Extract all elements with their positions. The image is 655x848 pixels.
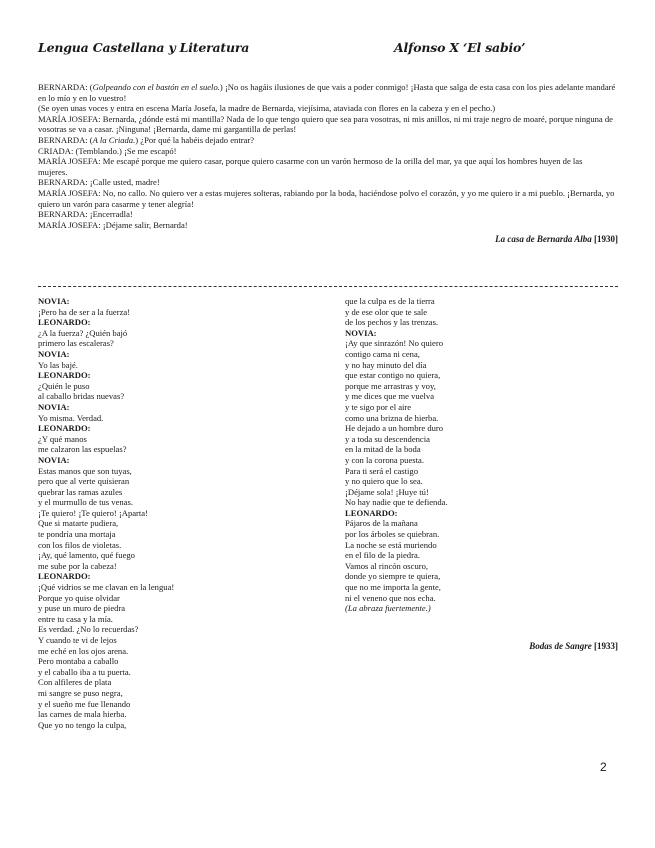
dialogue-text: BERNARDA: ( xyxy=(38,82,93,92)
speaker-name: NOVIA: xyxy=(38,348,70,359)
verse-line: ¡Déjame sola! ¡Huye tú! xyxy=(345,486,429,497)
verse-line: al caballo bridas nuevas? xyxy=(38,391,125,402)
verse-line: y el sueño me fue llenando xyxy=(38,698,131,709)
verse-line: ¡Pero ha de ser a la fuerza! xyxy=(38,306,131,317)
speaker-name: LEONARDO: xyxy=(38,571,91,582)
verse-line: porque me arrastras y voy, xyxy=(345,380,436,391)
source-year: [1930] xyxy=(594,234,618,245)
verse-line: y no quiero que lo sea. xyxy=(345,476,423,487)
dialogue-paragraph xyxy=(38,156,618,167)
verse-line: Porque yo quise olvidar xyxy=(38,592,120,603)
dialogue-text: MARÍA JOSEFA: ¡Déjame salir, Bernarda! xyxy=(38,219,188,230)
section-divider xyxy=(38,286,618,287)
verse-line: entre tu casa y la mía. xyxy=(38,613,113,624)
verse-line: Que si matarte pudiera, xyxy=(38,518,119,529)
verse-line: ¡Ay que sinrazón! No quiero xyxy=(345,338,444,349)
header-school: Alfonso X ‘El sabio’ xyxy=(394,40,526,55)
verse-line: Pájaros de la mañana xyxy=(345,518,418,529)
dialogue-text: BERNARDA: ( xyxy=(38,134,93,145)
page-number: 2 xyxy=(600,760,607,774)
speaker-name: LEONARDO: xyxy=(38,317,91,328)
dialogue-text: CRIADA: (Temblando.) ¡Se me escapó! xyxy=(38,145,177,156)
verse-line: Con alfileres de plata xyxy=(38,677,112,688)
verse-line: mi sangre se puso negra, xyxy=(38,687,123,698)
dialogue-text: ) ¡No os hagáis ilusiones de que vais a poder conmigo! ¡Hasta que salga de esta casa con los pies adelante mandaré en lo mío y en lo vuestro! xyxy=(38,82,616,103)
dialogue-paragraph xyxy=(38,209,618,220)
dialogue-paragraph xyxy=(38,103,618,114)
verse-line: que estar contigo no quiera, xyxy=(345,370,441,381)
verse-line: y puse un muro de piedra xyxy=(38,603,126,614)
dialogue-text: MARÍA JOSEFA: No, no callo. No quiero ver a estas mujeres solteras, rabiando por la boda, haciéndose polvo el corazón, y yo me quiero ir a mi pueblo. ¡Bernarda, yo quiero un varón para casarme y tener alegría! xyxy=(38,187,615,209)
stage-direction: A la Criada. xyxy=(92,134,136,145)
speaker-name: NOVIA: xyxy=(38,401,70,412)
source-title: Bodas de Sangre xyxy=(529,641,592,651)
verse-column-left xyxy=(38,296,318,730)
verse-line: ¿A la fuerza? ¿Quién bajó xyxy=(38,327,128,338)
excerpt-paragraphs xyxy=(38,82,618,230)
verse-line: quebrar las ramas azules xyxy=(38,486,123,497)
verse-line: y de ese olor que te sale xyxy=(345,306,428,317)
dialogue-paragraph xyxy=(38,188,618,209)
verse-line: me eché en los ojos arena. xyxy=(38,645,129,656)
dialogue-text: (Se oyen unas voces y entra en escena María Josefa, la madre de Bernarda, viejísima, ataviada con flores en la cabeza y en el pecho.) xyxy=(38,103,496,114)
verse-column-right xyxy=(345,296,625,614)
verse-line: las carnes de mala hierba. xyxy=(38,709,127,720)
verse-line: No hay nadie que te defienda. xyxy=(345,497,448,508)
speaker-name: NOVIA: xyxy=(345,327,377,338)
verse-line: Pero montaba a caballo xyxy=(38,656,119,667)
speaker-name: NOVIA: xyxy=(38,296,70,306)
verse-line: Vamos al rincón oscuro, xyxy=(345,560,429,571)
verse-line: por los árboles se quiebran. xyxy=(345,529,440,540)
verse-line: ¡Ay, qué lamento, qué fuego xyxy=(38,550,135,561)
dialogue-paragraph xyxy=(38,220,618,231)
verse-line: me sube por la cabeza! xyxy=(38,560,117,571)
verse-line: ¡Te quiero! ¡Te quiero! ¡Aparta! xyxy=(38,507,148,518)
dialogue-text: MARÍA JOSEFA: Me escapé porque me quiero casar, porque quiero casarme con un varón hermoso de la orilla del mar, ya que aquí los hombres huyen de las xyxy=(38,156,583,167)
dialogue-text: ) ¿Por qué la habéis dejado entrar? xyxy=(135,134,255,145)
verse-line: y no hay minuto del día xyxy=(345,359,427,370)
verse-line: Estas manos que son tuyas, xyxy=(38,465,132,476)
header-subject: Lengua Castellana y Literatura xyxy=(38,40,250,55)
verse-line: me calzaron las espuelas? xyxy=(38,444,127,455)
speaker-name: LEONARDO: xyxy=(345,507,398,518)
speaker-name: LEONARDO: xyxy=(38,370,91,381)
speaker-name: NOVIA: xyxy=(38,454,70,465)
verse-line: en la mitad de la boda xyxy=(345,444,421,455)
dialogue-text: mujeres. xyxy=(38,166,68,177)
dialogue-paragraph xyxy=(38,82,618,103)
verse-line: ni el veneno que nos echa. xyxy=(345,592,436,603)
verse-line: con los filos de violetas. xyxy=(38,539,122,550)
verse-line: en el filo de la piedra. xyxy=(345,550,420,561)
verse-line: La noche se está muriendo xyxy=(345,539,437,550)
verse-line: ¡Qué vidrios se me clavan en la lengua! xyxy=(38,582,175,593)
page-header xyxy=(38,40,618,62)
verse-line: He dejado a un hombre duro xyxy=(345,423,444,434)
verse-line: Para ti será el castigo xyxy=(345,465,419,476)
verse-line: y el murmullo de tus venas. xyxy=(38,497,133,508)
verse-line: que la culpa es de la tierra xyxy=(345,296,435,306)
verse-line: de los pechos y las trenzas. xyxy=(345,317,439,328)
stage-direction: Golpeando con el bastón en el suelo. xyxy=(92,82,220,92)
verse-line: y a toda su descendencia xyxy=(345,433,430,444)
dialogue-text: MARÍA JOSEFA: Bernarda, ¿dónde está mi mantilla? Nada de lo que tengo quiero que sea para vosotras, ni mis anillos, ni mi traje negro de moaré, porque ninguna de vosotras se va a casar. ¡Ninguna! ¡Bernarda, dame mi gargantilla de perlas! xyxy=(38,113,613,135)
verse-line: como una brizna de hierba. xyxy=(345,412,439,423)
excerpt-bernarda-alba xyxy=(38,82,618,245)
verse-line: ¿Quién le puso xyxy=(38,380,90,391)
verse-line: Yo las bajé. xyxy=(38,359,78,370)
verse-line: y me dices que me vuelva xyxy=(345,391,435,402)
dialogue-paragraph xyxy=(38,114,618,135)
verse-line: contigo cama ni cena, xyxy=(345,348,420,359)
verse-line: y el caballo iba a tu puerta. xyxy=(38,666,131,677)
verse-line: que no me importa la gente, xyxy=(345,582,441,593)
verse-line: Y cuando te vi de lejos xyxy=(38,635,117,645)
source-citation xyxy=(38,234,618,245)
verse-line: primero las escaleras? xyxy=(38,338,114,349)
dialogue-paragraph xyxy=(38,177,618,188)
dialogue-paragraph xyxy=(38,146,618,157)
verse-line: Que yo no tengo la culpa, xyxy=(38,719,127,730)
verse-line: te pondría una mortaja xyxy=(38,529,116,540)
verse-line: ¿Y qué manos xyxy=(38,433,87,444)
dialogue-text: BERNARDA: ¡Calle usted, madre! xyxy=(38,177,160,188)
verse-line: donde yo siempre te quiera, xyxy=(345,571,441,582)
verse-line: y te sigo por el aire xyxy=(345,401,412,412)
speaker-name: LEONARDO: xyxy=(38,423,91,434)
verse-line: y con la corona puesta. xyxy=(345,454,424,465)
verse-line: Es verdad. ¿No lo recuerdas? xyxy=(38,624,139,635)
source-citation-bodas xyxy=(345,641,618,651)
dialogue-paragraph xyxy=(38,167,618,178)
source-title: La casa de Bernarda Alba xyxy=(495,234,592,245)
verse-line: Yo misma. Verdad. xyxy=(38,412,104,423)
stage-direction: (La abraza fuertemente.) xyxy=(345,603,431,614)
dialogue-paragraph xyxy=(38,135,618,146)
verse-line: pero que al verte quisieran xyxy=(38,476,130,487)
dialogue-text: BERNARDA: ¡Encerradla! xyxy=(38,209,133,220)
source-year: [1933] xyxy=(594,641,618,651)
